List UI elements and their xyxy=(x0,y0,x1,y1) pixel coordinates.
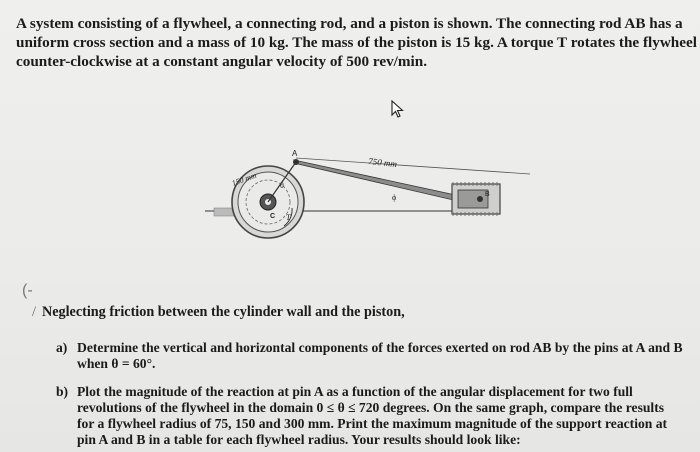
label-b: B xyxy=(485,191,490,198)
flywheel-piston-diagram xyxy=(200,98,530,283)
label-c: C xyxy=(270,213,276,220)
part-b-line-2: revolutions of the flywheel in the domain 0 ≤ θ ≤ 720 degrees. On the same graph, compare the results xyxy=(77,400,665,415)
pin-b xyxy=(477,196,483,202)
part-b-label: b) xyxy=(56,384,69,399)
radius-label: 150 mm xyxy=(230,170,258,188)
part-b-text xyxy=(77,384,667,448)
piston xyxy=(458,190,488,208)
problem-statement xyxy=(16,14,697,71)
part-b-line-4: pin A and B in a table for each flywheel radius. Your results should look like: xyxy=(77,432,521,447)
lead-sentence xyxy=(32,304,405,321)
lead-text: Neglecting friction between the cylinder wall and the piston, xyxy=(41,304,405,320)
part-a xyxy=(56,340,696,374)
intro-line-3: counter-clockwise at a constant angular velocity of 500 rev/min. xyxy=(16,53,427,70)
part-a-text xyxy=(77,340,683,372)
part-b-line-3: for a flywheel radius of 75, 150 and 300 mm. Print the maximum magnitude of the support reaction at xyxy=(77,416,668,431)
part-a-line-1: Determine the vertical and horizontal components of the forces exerted on rod AB by the pins at A and B xyxy=(77,340,683,355)
pin-a xyxy=(293,159,299,165)
label-theta: θ xyxy=(280,181,284,190)
part-a-label: a) xyxy=(56,340,68,355)
part-b-line-1: Plot the magnitude of the reaction at pin A as a function of the angular displacement for two full xyxy=(77,384,633,399)
intro-line-2: uniform cross section and a mass of 10 kg. The mass of the piston is 15 kg. A torque T rotates the flywheel xyxy=(16,34,697,51)
margin-mark: (- xyxy=(22,282,33,299)
rod-length-label: 750 mm xyxy=(367,156,398,169)
label-torque: T xyxy=(286,213,291,222)
intro-line-1: A system consisting of a flywheel, a connecting rod, and a piston is shown. The connecting rod AB has a xyxy=(16,15,683,32)
label-phi: ϕ xyxy=(392,193,397,202)
part-b xyxy=(56,384,696,452)
part-a-line-2: when θ = 60°. xyxy=(77,356,156,371)
label-a: A xyxy=(292,149,298,158)
margin-tick: / xyxy=(32,304,36,320)
